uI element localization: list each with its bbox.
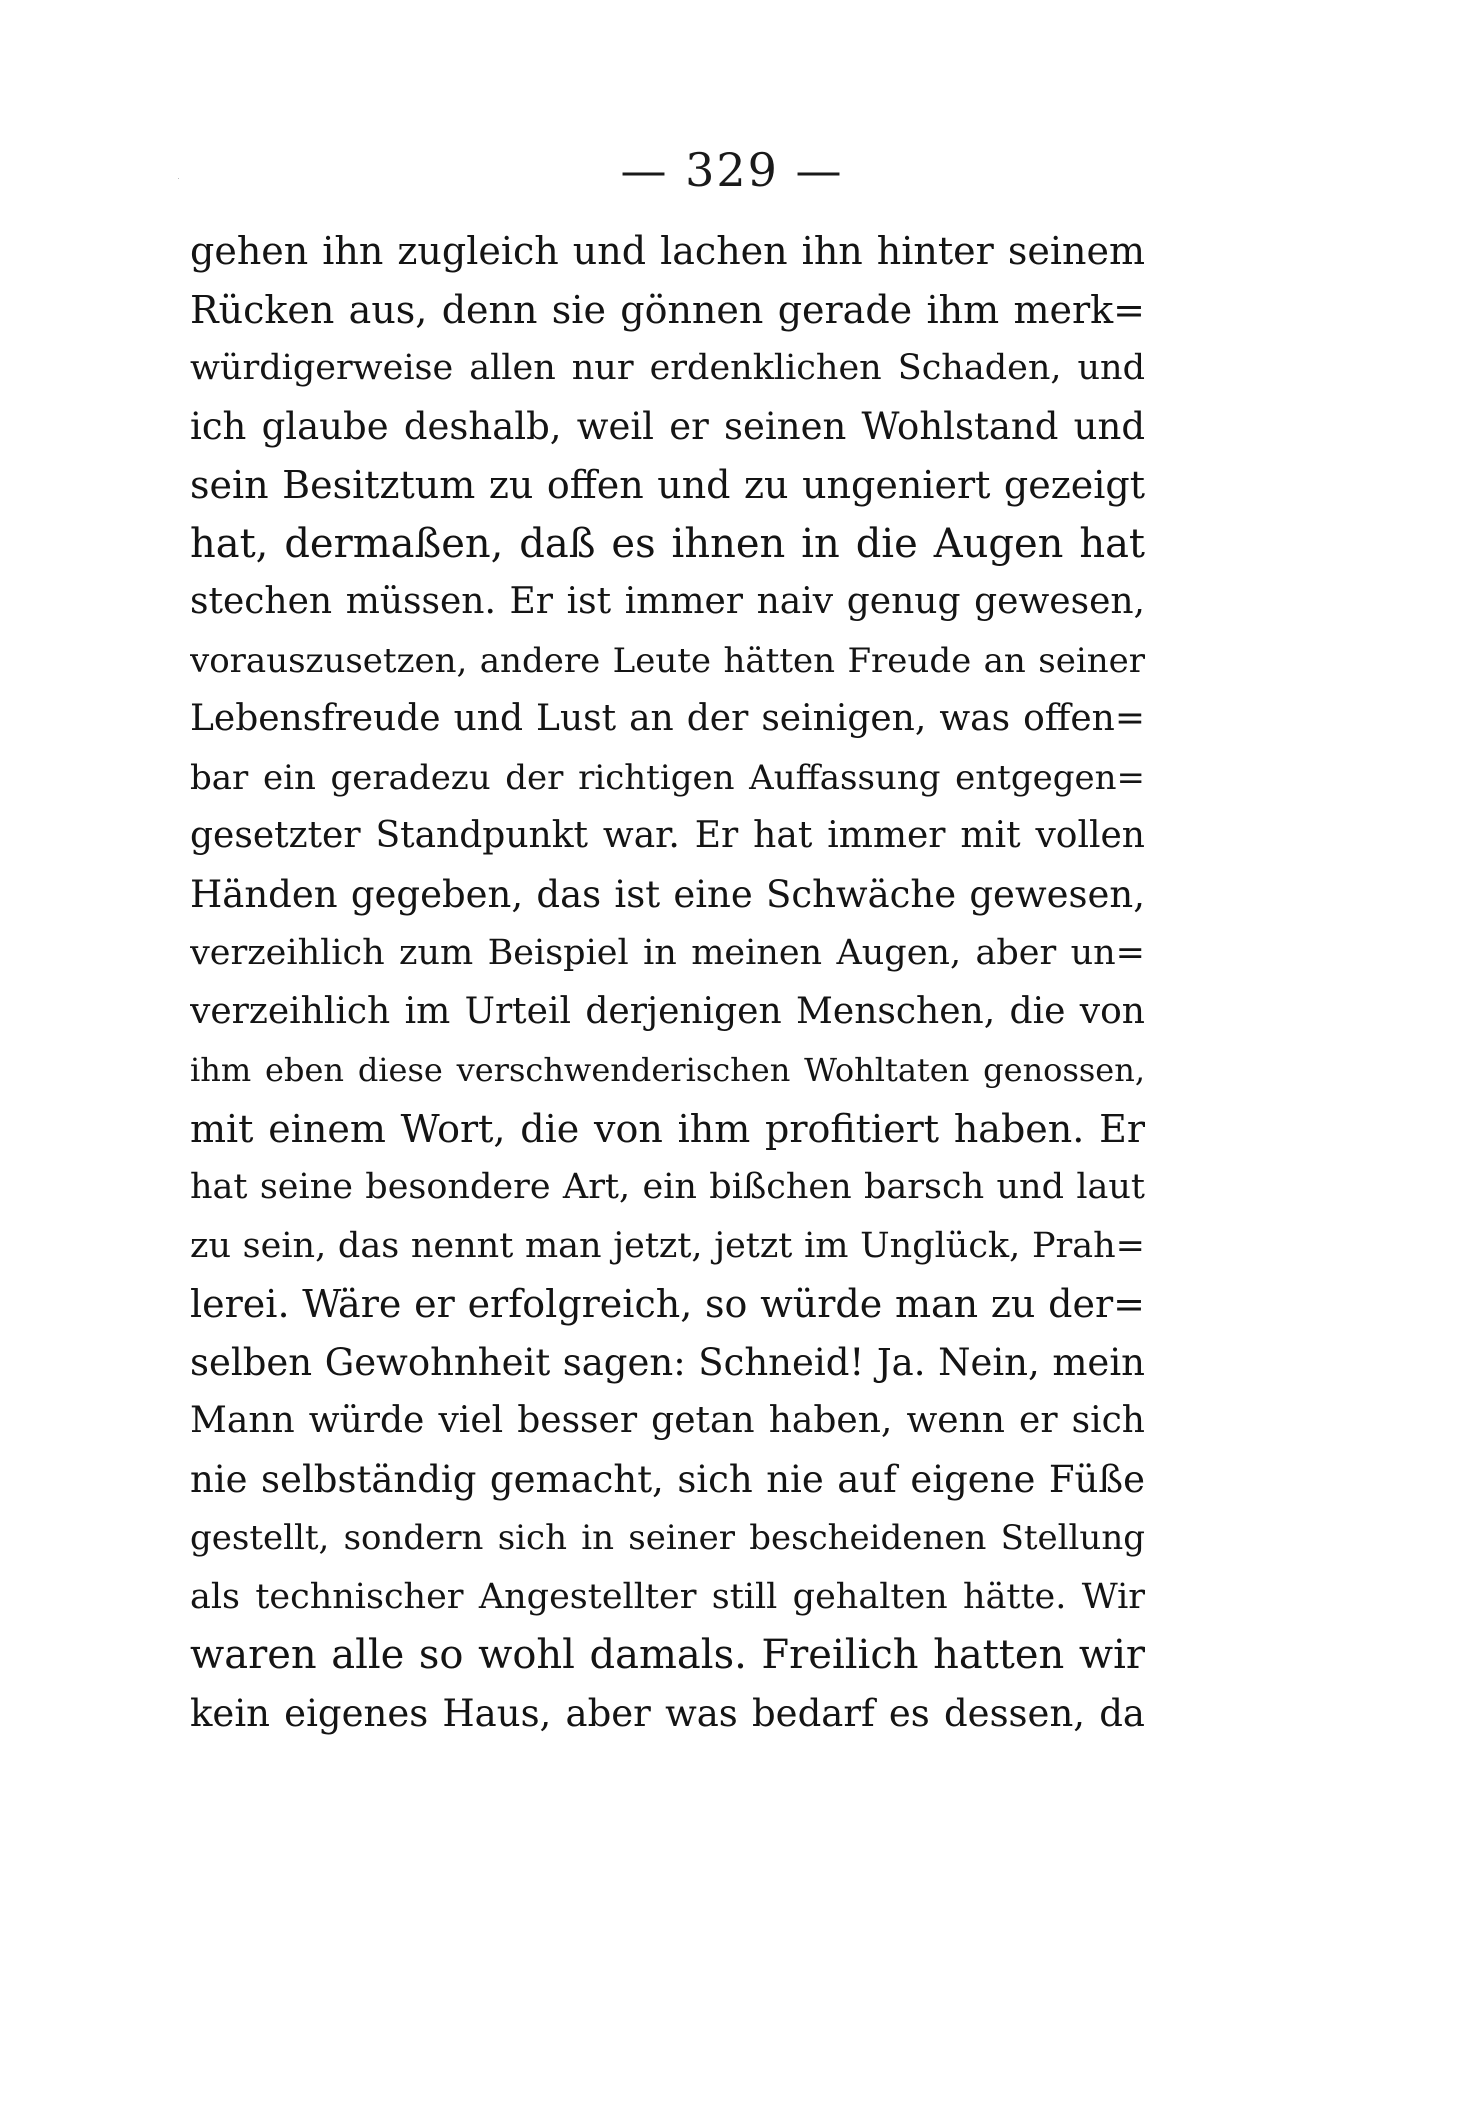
text-line: vorauszusetzen, andere Leute hätten Freude an seiner bbox=[190, 640, 1145, 681]
text-line: Händen gegeben, das ist eine Schwäche gewesen, bbox=[190, 872, 1145, 916]
text-line: ihm eben diese verschwenderischen Wohltaten genossen, bbox=[190, 1051, 1145, 1089]
text-line: verzeihlich im Urteil derjenigen Menschen, die von bbox=[190, 990, 1145, 1032]
text-line: Mann würde viel besser getan haben, wenn er sich bbox=[190, 1400, 1145, 1441]
text-line: waren alle so wohl damals. Freilich hatten wir bbox=[190, 1632, 1145, 1678]
text-line: Lebensfreude und Lust an der seinigen, was offen= bbox=[190, 698, 1145, 739]
text-line: stechen müssen. Er ist immer naiv genug gewesen, bbox=[190, 581, 1145, 622]
text-line: sein Besitztum zu offen und zu ungeniert gezeigt bbox=[190, 463, 1145, 507]
text-line: als technischer Angestellter still gehalten hätte. Wir bbox=[190, 1576, 1145, 1617]
text-line: gestellt, sondern sich in seiner bescheidenen Stellung bbox=[190, 1518, 1145, 1558]
text-line: hat, dermaßen, daß es ihnen in die Augen hat bbox=[190, 520, 1145, 567]
text-line: würdigerweise allen nur erdenklichen Schaden, und bbox=[190, 348, 1145, 388]
text-line: gehen ihn zugleich und lachen ihn hinter seinem bbox=[190, 229, 1145, 273]
text-line: ich glaube deshalb, weil er seinen Wohlstand und bbox=[190, 404, 1145, 448]
text-line: zu sein, das nennt man jetzt, jetzt im Unglück, Prah= bbox=[190, 1225, 1145, 1266]
text-line: kein eigenes Haus, aber was bedarf es dessen, da bbox=[190, 1691, 1145, 1735]
text-line: selben Gewohnheit sagen: Schneid! Ja. Nein, mein bbox=[190, 1340, 1145, 1384]
text-line: nie selbständig gemacht, sich nie auf eigene Füße bbox=[190, 1457, 1145, 1501]
text-line: mit einem Wort, die von ihm profitiert haben. Er bbox=[190, 1106, 1145, 1151]
text-line: lerei. Wäre er erfolgreich, so würde man zu der= bbox=[190, 1282, 1145, 1326]
page-number: — 329 — bbox=[620, 143, 844, 197]
text-line: gesetzter Standpunkt war. Er hat immer mit vollen bbox=[190, 815, 1145, 856]
text-line: hat seine besondere Art, ein bißchen barsch und laut bbox=[190, 1167, 1145, 1207]
text-line: Rücken aus, denn sie gönnen gerade ihm merk= bbox=[190, 287, 1145, 332]
text-line: bar ein geradezu der richtigen Auffassung entgegen= bbox=[190, 757, 1145, 798]
text-line: verzeihlich zum Beispiel in meinen Augen, aber un= bbox=[190, 933, 1145, 973]
body-text bbox=[190, 222, 1145, 1743]
